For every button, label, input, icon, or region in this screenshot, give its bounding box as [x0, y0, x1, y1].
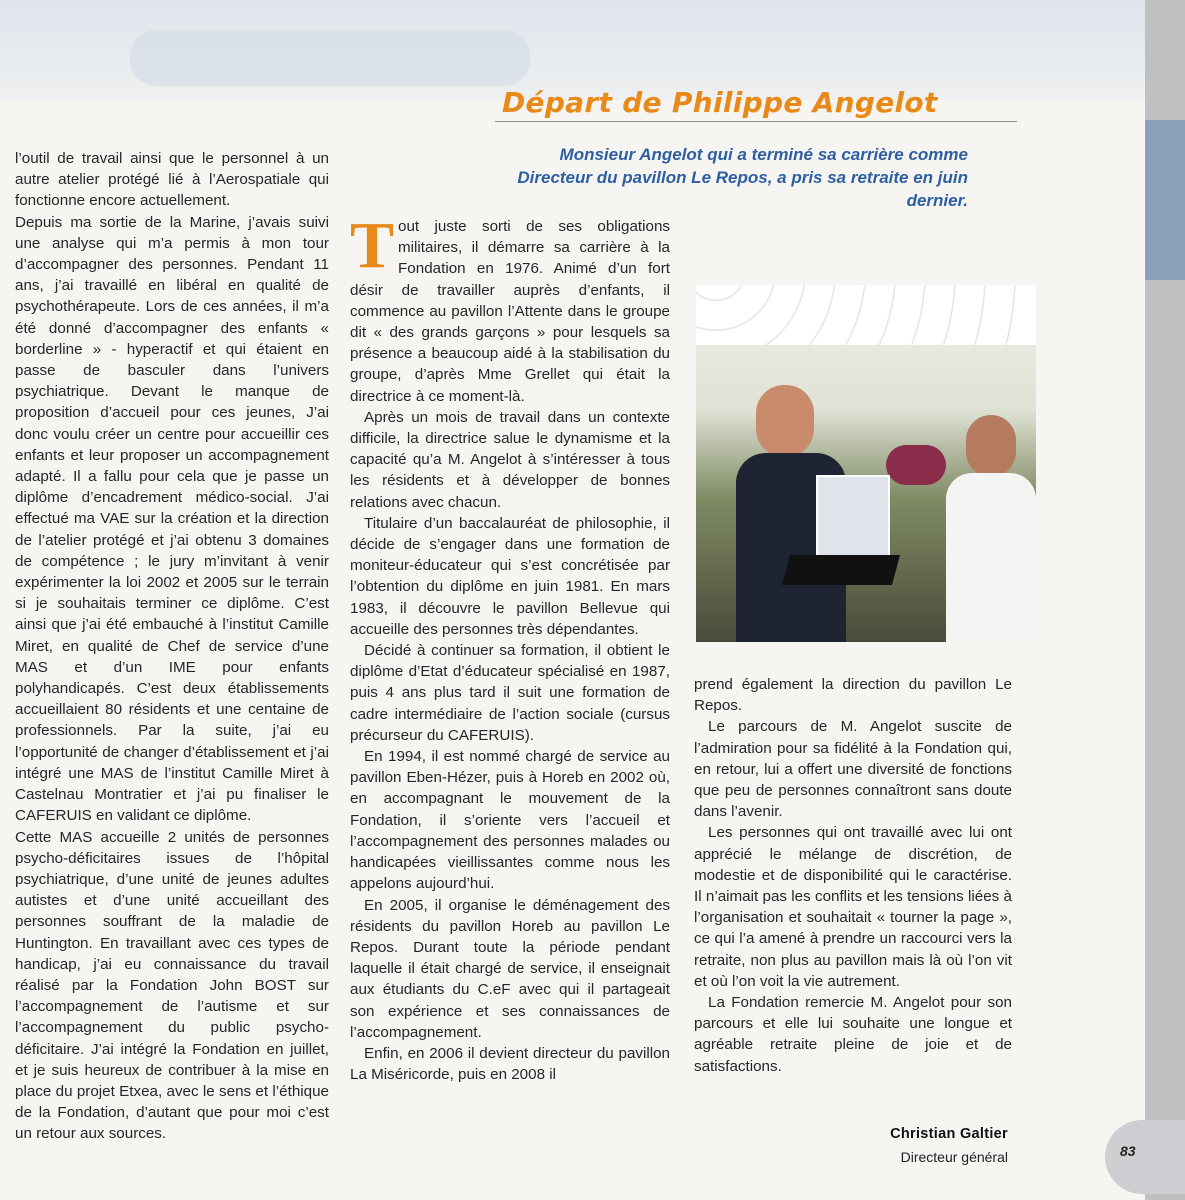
paragraph: Enfin, en 2006 il devient directeur du pavillon La Miséricorde, puis en 2008 il: [350, 1044, 670, 1084]
tent-canopy: [696, 285, 1036, 345]
column-left: [15, 148, 329, 1145]
header-ghost-shape: [130, 30, 530, 86]
paragraph: Les personnes qui ont travaillé avec lui ont apprécié le mélange de discrétion, de modestie et de disponibilité qui le caractérise. Il n’aimait pas les conflits et les tensions liées à l’organisation et souhaitait « tourner la page », ce qui l’a amené à prendre un raccourci vers la retraite, non plus au pavillon mais là où l’on vit et où l’on voit la vie autrement.: [694, 824, 1012, 990]
guest-figure: [946, 415, 1036, 642]
author-role: Directeur général: [900, 1149, 1008, 1165]
paragraph: En 1994, il est nommé chargé de service au pavillon Eben-Hézer, puis à Horeb en 2002 où, en accompagnant le mouvement de la Fondation, il s’oriente vers l’accueil et l’accompagnement des personnes malades ou handicapées vieillissantes comme nous les appelons aujourd’hui.: [350, 748, 670, 893]
article-subtitle: Monsieur Angelot qui a terminé sa carrière comme Directeur du pavillon Le Repos, a pris sa retraite en juin dernier.: [517, 145, 968, 210]
paragraph: Cette MAS accueille 2 unités de personnes psycho-déficitaires issues de l’hôpital psychiatrique, d’une unité de jeunes adultes autistes et d’une unité accueillant des personnes souffrant de la maladie de Huntington. En travaillant avec ces types de handicap, j’ai eu connaissance du travail réalisé par la Fondation John BOST sur l’accompagnement de l’autisme et sur l’accompagnement du public psycho-déficitaire. J’ai intégré la Fondation en juillet, et je suis heureux de contribuer à la mise en place du projet Etxea, avec le sens et l’éthique de la Fondation, d’autant que pour moi c’est un retour aux sources.: [15, 828, 329, 1143]
paragraph: Depuis ma sortie de la Marine, j’avais suivi une analyse qui m’a permis à mon tour d’accompagner des personnes. Pendant 11 ans, j’ai travaillé en libéral en qualité de psychothérapeute. Lors de ces années, il m’a été donné d’accompagner des enfants « borderline » - hyperactif et qui étaient en passe de basculer dans l’univers psychiatrique. Devant le manque de proposition d’accueil pour ces jeunes, J’ai donc voulu créer un centre pour accueillir ces enfants et leur proposer un accompagnement adapté. Il a fallu pour cela que je passe un diplôme d’encadrement médico-social. J’ai effectué ma VAE sur la création et la direction de l’atelier protégé et j’ai obtenu 3 domaines de compétence ; le jury m’invitant à venir expérimenter la loi 2002 et 2005 sur le terrain si je souhaitais terminer ce diplôme. C’est ainsi que j’ai été embauché à l’institut Camille Miret, en qualité de Chef de service d’une MAS et d’un IME pour enfants polyhandicapés. C’est deux établissements accueillaient 80 résidents et une centaine de professionnels. Par la suite, j’ai eu l’opportunité de changer d’établissement et j’ai intégré une MAS de l’institut Camille Miret à Castelnau Montratier et j’ai pu finaliser le CAFERUIS en validant ce diplôme.: [15, 213, 329, 825]
page-edge-bar: [1145, 0, 1185, 1200]
page-edge-accent: [1145, 120, 1185, 280]
paragraph: Titulaire d’un baccalauréat de philosophie, il décide de s’engager dans une formation de moniteur-éducateur qui s’est concrétisée par l’obtention du diplôme en juin 1981. En mars 1983, il découvre le pavillon Bellevue qui accueille des personnes très dépendantes.: [350, 514, 670, 638]
page-number-tab: [1105, 1120, 1185, 1194]
column-right: [694, 674, 1012, 1077]
paragraph: Après un mois de travail dans un contexte difficile, la directrice salue le dynamisme et la capacité qu’a M. Angelot à s’intéresser à tous les résidents et à développer de bonnes relations avec chacun.: [350, 408, 670, 511]
paragraph: l’outil de travail ainsi que le personnel à un autre atelier protégé lié à l’Aerospatiale qui fonctionne encore actuellement.: [15, 150, 329, 210]
header-band: [0, 0, 1185, 100]
paragraph: En 2005, il organise le déménagement des résidents du pavillon Horeb au pavillon Le Repos. Durant toute la période pendant laquelle il était chargé de service, il enseignait aux étudiants du C.eF avec qui il partageait son expérience et ses connaissances de l’accompagnement.: [350, 896, 670, 1041]
drop-cap: T: [350, 209, 395, 282]
paragraph: La Fondation remercie M. Angelot pour son parcours et elle lui souhaite une longue et agréable retraite pleine de joie et de satisfactions.: [694, 994, 1012, 1075]
article-title: Départ de Philippe Angelot: [502, 86, 938, 119]
title-rule: [495, 121, 1017, 122]
author-name: Christian Galtier: [890, 1126, 1008, 1142]
music-stand: [782, 555, 900, 585]
paragraph: Décidé à continuer sa formation, il obtient le diplôme d’Etat d’éducateur spécialisé en 1987, puis 4 ans plus tard il suit une formation de cadre intermédiaire de l’action sociale (cursus précurseur du CAFERUIS).: [350, 642, 670, 744]
event-photo: [696, 285, 1036, 642]
paragraph-lead: [350, 209, 670, 407]
paragraph: prend également la direction du pavillon Le Repos.: [694, 676, 1012, 715]
paragraph: Le parcours de M. Angelot suscite de l’admiration pour sa fidélité à la Fondation qui, en retour, lui a offert une diversité de fonctions que peu de personnes connaîtront sans doute dans l’avenir.: [694, 718, 1012, 821]
column-middle: [350, 209, 670, 1085]
flower-bouquet: [886, 445, 946, 485]
page-number: 83: [1120, 1143, 1136, 1159]
lead-text: out juste sorti de ses obligations militaires, il démarre sa carrière à la Fondation en 1976. Animé d’un fort désir de travailler auprès d’enfants, il commence au pavillon l’Attente dans le groupe dit « des grands garçons » pour lesquels sa présence a beaucoup aidé à la stabilisation du groupe, d’après Mme Grellet qui était la directrice à ce moment-là.: [350, 218, 670, 405]
